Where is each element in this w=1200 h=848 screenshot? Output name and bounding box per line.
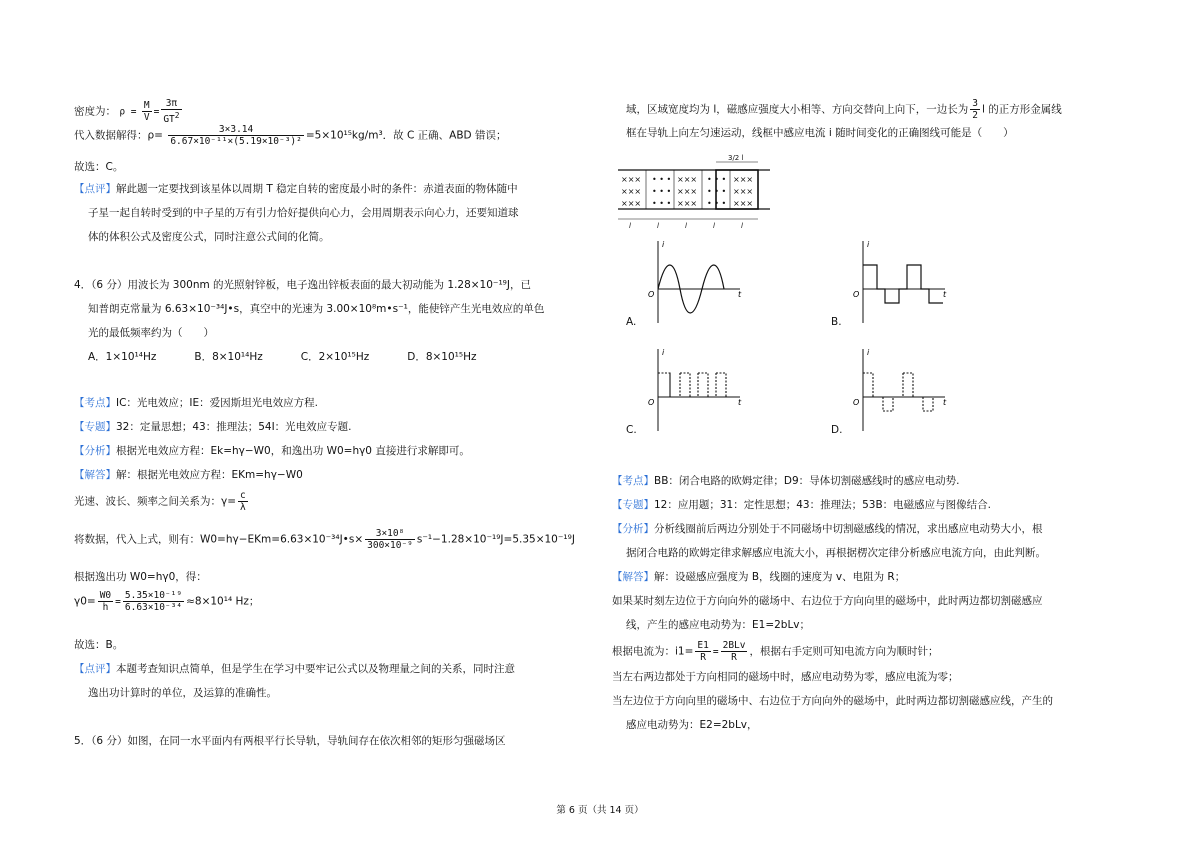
- svg-text:×××: ×××: [621, 199, 642, 208]
- svg-text:O: O: [648, 290, 655, 299]
- svg-text:×××: ×××: [621, 175, 642, 184]
- svg-text:i: i: [662, 348, 665, 357]
- svg-text:×××: ×××: [733, 187, 754, 196]
- graph-b-label: B.: [831, 316, 842, 328]
- svg-text:l: l: [741, 222, 743, 230]
- question-4-options: [88, 350, 514, 364]
- question-4-line1: 4．（6 分）用波长为 300nm 的光照射锌板，电子逸出锌板表面的最大初动能为 1.28×10⁻¹⁹J，已: [74, 279, 531, 291]
- graph-b: [827, 237, 957, 333]
- svg-text:l: l: [657, 222, 659, 230]
- svg-text:• • •: • • •: [652, 199, 672, 208]
- q5-paragraph1-line1: 如果某时刻左边位于方向向外的磁场中、右边位于方向向里的磁场中，此时两边都切割磁感应: [612, 595, 1043, 607]
- svg-text:O: O: [853, 398, 860, 407]
- svg-text:t: t: [738, 290, 742, 299]
- svg-text:O: O: [853, 290, 860, 299]
- work-function-line: 根据逸出功 W0=hγ0，得：: [74, 571, 207, 583]
- knowledge-point: 【考点】IC：光电效应；IE：爱因斯坦光电效应方程.: [74, 397, 318, 409]
- analysis: 【分析】根据光电效应方程：Ek=hγ−W0，和逸出功 W0=hγ0 直接进行求解即可。: [74, 445, 470, 457]
- solution: 【解答】解：根据光电效应方程：EKm=hγ−W0: [74, 469, 303, 481]
- svg-text:• • •: • • •: [707, 175, 727, 184]
- svg-text:• • •: • • •: [707, 199, 727, 208]
- svg-text:• • •: • • •: [652, 187, 672, 196]
- comment-q3-line1: 【点评】解此题一定要找到该星体以周期 T 稳定自转的密度最小时的条件：赤道表面的物体随中: [74, 183, 518, 195]
- q5-solution: 【解答】解：设磁感应强度为 B，线圈的速度为 v、电阻为 R；: [612, 571, 906, 583]
- svg-text:• • •: • • •: [652, 175, 672, 184]
- svg-text:O: O: [648, 398, 655, 407]
- svg-text:i: i: [662, 240, 665, 249]
- q5-paragraph3-line2: 感应电动势为：E2=2bLv，: [626, 719, 758, 731]
- q5-knowledge-point: 【考点】BB：闭合电路的欧姆定律；D9：导体切割磁感线时的感应电动势.: [612, 475, 960, 487]
- svg-text:i: i: [867, 240, 870, 249]
- svg-text:l: l: [629, 222, 631, 230]
- q5-paragraph2: 当左右两边都处于方向相同的磁场中时，感应电动势为零，感应电流为零；: [612, 671, 959, 683]
- q5-paragraph3-line1: 当左边位于方向向里的磁场中、右边位于方向向外的磁场中，此时两边都切割磁感应线，产生的: [612, 695, 1053, 707]
- question-5-line2: 域，区域宽度均为 l，磁感应强度大小相等、方向交替向上向下，一边长为 $\frac{3}{2}$ l 的正方形金属线: [626, 98, 1062, 121]
- question-4-line3: 光的最低频率约为（ ）: [88, 327, 214, 339]
- svg-text:t: t: [943, 398, 947, 407]
- current-formula: 根据电流为：i1= $\frac{E1}{R}$ = $\frac{\text{2BLv}}{R}$ ，根据右手定则可知电流方向为顺时针；: [612, 640, 939, 663]
- svg-text:t: t: [738, 398, 742, 407]
- svg-text:i: i: [867, 348, 870, 357]
- substitution-formula: 代入数据解得：ρ= $\frac{3\times 3.14}{\text{6.67×10⁻¹¹×(5.19×10⁻³)²}}$ =5×10¹⁵kg/m³．故 C 正确、ABD 错误；: [74, 124, 507, 147]
- question-5-line3: 框在导轨上向左匀速运动，线框中感应电流 i 随时间变化的正确图线可能是（ ）: [626, 127, 1014, 139]
- svg-text:×××: ×××: [621, 187, 642, 196]
- comment-q3-line3: 体的体积公式及密度公式，同时注意公式间的化简。: [88, 231, 330, 243]
- relation-formula: 光速、波长、频率之间关系为：γ= $\frac{c}{\lambda}$: [74, 490, 246, 513]
- comment-q3-line2: 子星一起自转时受到的中子星的万有引力恰好提供向心力，会用周期表示向心力，还要知道球: [88, 207, 519, 219]
- answer-q3: 故选：C。: [74, 161, 124, 173]
- magnetic-field-figure: [618, 152, 778, 232]
- svg-text:t: t: [943, 290, 947, 299]
- q5-topic: 【专题】12：应用题；31：定性思想；43：推理法；53B：电磁感应与图像结合.: [612, 499, 991, 511]
- graph-c: [622, 345, 752, 441]
- option-b: B．8×10¹⁴Hz: [194, 351, 263, 363]
- option-a: A．1×10¹⁴Hz: [88, 351, 157, 363]
- graph-d-label: D.: [831, 424, 843, 436]
- data-formula: 将数据，代入上式，则有：W0=hγ−EKm=6.63×10⁻³⁴J•s× $\frac{\text{3×10⁸}}{\text{300×10⁻⁹}}$ s⁻¹−1.28×10⁻¹⁹J=5.35×10⁻¹⁹J: [74, 528, 575, 551]
- q5-analysis-line2: 据闭合电路的欧姆定律求解感应电流大小，再根据楞次定律分析感应电流方向，由此判断。: [626, 547, 1046, 559]
- comment-q4-line2: 逸出功计算时的单位，及运算的准确性。: [88, 687, 277, 699]
- graph-a: [622, 237, 752, 333]
- graph-c-label: C.: [626, 424, 637, 436]
- q5-analysis-line1: 【分析】分析线圈前后两边分别处于不同磁场中切割磁感线的情况，求出感应电动势大小，根: [612, 523, 1043, 535]
- frequency-formula: γ0= $\frac{W0}{h}$ = $\frac{\text{5.35×10⁻¹⁹}}{\text{6.63×10⁻³⁴}}$ ≈8×10¹⁴ Hz；: [74, 590, 260, 613]
- svg-text:×××: ×××: [677, 175, 698, 184]
- question-4-line2: 知普朗克常量为 6.63×10⁻³⁴J•s，真空中的光速为 3.00×10⁸m•s⁻¹，能使锌产生光电效应的单色: [88, 303, 545, 315]
- svg-text:• • •: • • •: [707, 187, 727, 196]
- topic: 【专题】32：定量思想；43：推理法；54I：光电效应专题.: [74, 421, 352, 433]
- svg-text:l: l: [685, 222, 687, 230]
- graph-d: [827, 345, 957, 441]
- graph-a-label: A.: [626, 316, 637, 328]
- figure-dimension-label: 3/2 l: [728, 154, 744, 162]
- density-formula: 密度为： ρ = $\frac{M}{V}$ = $\frac{3\pi}{GT^2}$: [74, 98, 180, 126]
- svg-text:×××: ×××: [733, 199, 754, 208]
- page-footer: 第 6 页（共 14 页）: [556, 805, 644, 816]
- question-5-line1: 5．（6 分）如图，在同一水平面内有两根平行长导轨，导轨间存在依次相邻的矩形匀强磁场区: [74, 735, 506, 747]
- option-c: C．2×10¹⁵Hz: [300, 351, 370, 363]
- svg-text:×××: ×××: [677, 187, 698, 196]
- svg-text:×××: ×××: [677, 199, 698, 208]
- option-d: D．8×10¹⁵Hz: [407, 351, 477, 363]
- svg-text:×××: ×××: [733, 175, 754, 184]
- comment-q4-line1: 【点评】本题考查知识点简单，但是学生在学习中要牢记公式以及物理量之间的关系，同时注意: [74, 663, 515, 675]
- answer-q4: 故选：B。: [74, 639, 124, 651]
- svg-text:l: l: [713, 222, 715, 230]
- q5-paragraph1-line2: 线，产生的感应电动势为：E1=2bLv；: [626, 619, 811, 631]
